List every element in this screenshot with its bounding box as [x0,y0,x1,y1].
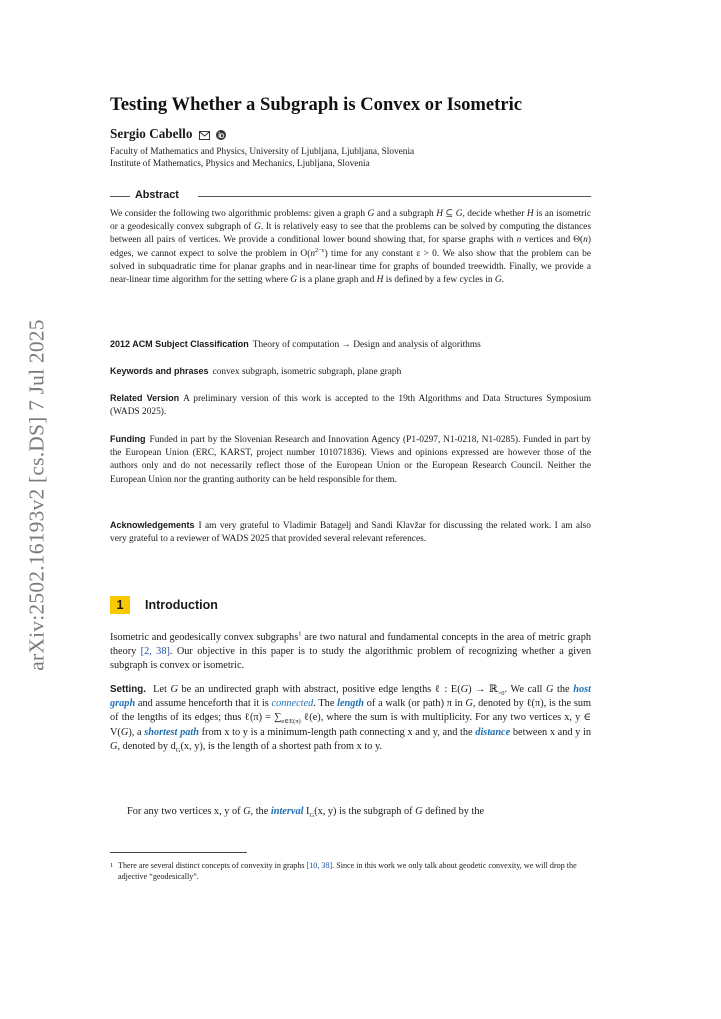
keywords-label: Keywords and phrases [110,366,209,376]
funding-label: Funding [110,434,146,444]
acm-classification [110,338,591,352]
abstract-label: Abstract [135,189,179,201]
keywords [110,365,591,379]
interval-paragraph: For any two vertices x, y of G, the interval $I_G(x$, y) is the subgraph of G defined by the [127,806,485,820]
footnote-number: 1 [110,862,114,869]
connected-link[interactable]: connected [271,698,314,710]
acknowledgements [110,519,591,546]
arxiv-stamp-text: arXiv:2502.16193v2 [cs.DS] 7 Jul 2025 [24,319,49,671]
acknowledgements-label: Acknowledgements [110,520,195,530]
section-title: Introduction [145,598,218,612]
acknowledgements-value: I am very grateful to Vladimir Batagelj and Sandi Klavžar for discussing the related work. I am also very grateful to a reviewer of WADS 2025 that provided several relevant references. [110,521,591,545]
affiliation-line: Institute of Mathematics, Physics and Mechanics, Ljubljana, Slovenia [110,159,370,169]
funding [110,433,591,487]
setting-paragraph: Setting. Let G be an undirected graph with abstract, positive edge lengths ℓ : E(G) → ℝ$_{>0}$. We call G the host graph and assume henceforth that it is connected. The length of a walk (or path) π in G, denoted by ℓ(π), is the sum of the lengths of its edges; thus ℓ(π) = $\sum_{e\in E(\pi)}$ ℓ(e), where the sum is with multiplicity. For any two vertices x, y ∈ V(G), a shortest path from x to y is a minimum-length path connecting x and y, and the distance between x and y in G, denoted by $d_G(x$, y), is the length of a shortest path from x to y. [110,684,591,754]
intro-paragraph: Isometric and geodesically convex subgraphs$^1$ are two natural and fundamental concepts in the area of metric graph theory [2, 38]. Our objective in this paper is to study the algorithmic problem of recognizing whether a given subgraph is convex or isometric. [110,630,592,672]
term-distance: distance [475,726,511,738]
orcid-icon[interactable] [216,128,226,144]
footnote-marker[interactable]: 1 [298,630,302,638]
footnote-rule [110,852,247,853]
footnote-citation-link[interactable]: [10, 38] [306,861,333,870]
abstract-rule-right [198,196,591,197]
setting-label: Setting. [110,684,146,695]
section-heading [110,596,591,616]
keywords-value: convex subgraph, isometric subgraph, plane graph [212,367,402,377]
author-name: Sergio Cabello [110,126,193,141]
abstract-rule-left [110,196,130,197]
section-number: 1 [110,596,130,614]
abstract-text: We consider the following two algorithmic problems: given a graph G and a subgraph H ⊆ G, decide whether H is an isometric or a geodesically convex subgraph of G. It is relatively easy to see that the problems can be solved by computing the distances between all pairs of vertices. We provide a conditional lower bound showing that, for sparse graphs with n vertices and Θ(n) edges, we cannot expect to solve the problem in $O(n^{2-\varepsilon})$ time for any constant ε > 0. We also show that the problem can be solved in subquadratic time for planar graphs and in near-linear time for graphs of bounded treewidth. Finally, we provide a near-linear time algorithm for the setting where G is a plane graph and H is defined by a few cycles in G. [110,209,591,286]
abstract-header [110,189,591,203]
related-version [110,392,591,419]
envelope-icon[interactable] [199,128,210,144]
term-host-graph: host graph [110,684,591,710]
paper-title: Testing Whether a Subgraph is Convex or Isometric [110,94,523,115]
acm-classification-label: 2012 ACM Subject Classification [110,339,249,349]
term-interval: interval [270,806,304,817]
term-length: length [337,698,365,710]
footnote: 1 There are several distinct concepts of convexity in graphs [10, 38]. Since in this work we only talk about geodetic convexity, we will drop the adjective “geodesically”. [110,861,577,881]
author-line [110,126,591,144]
affiliations [110,146,591,170]
term-shortest-path: shortest path [144,726,199,738]
related-version-value: A preliminary version of this work is accepted to the 19th Algorithms and Data Structures Symposium (WADS 2025). [110,394,591,418]
affiliation-line: Faculty of Mathematics and Physics, University of Ljubljana, Ljubljana, Slovenia [110,147,415,157]
related-version-label: Related Version [110,393,180,403]
citation-link[interactable]: [2, 38] [140,646,170,658]
funding-value: Funded in part by the Slovenian Research and Innovation Agency (P1-0297, N1-0218, N1-0285). Funded in part by the European Union (ERC, KARST, project number 101071836). Views and opinions expressed are however those of the authors only and do not necessarily reflect those of the European Union or the European Research Council. Neither the European Union nor the granting authority can be held responsible for them. [110,435,591,485]
acm-classification-value: Theory of computation → Design and analysis of algorithms [252,340,481,350]
